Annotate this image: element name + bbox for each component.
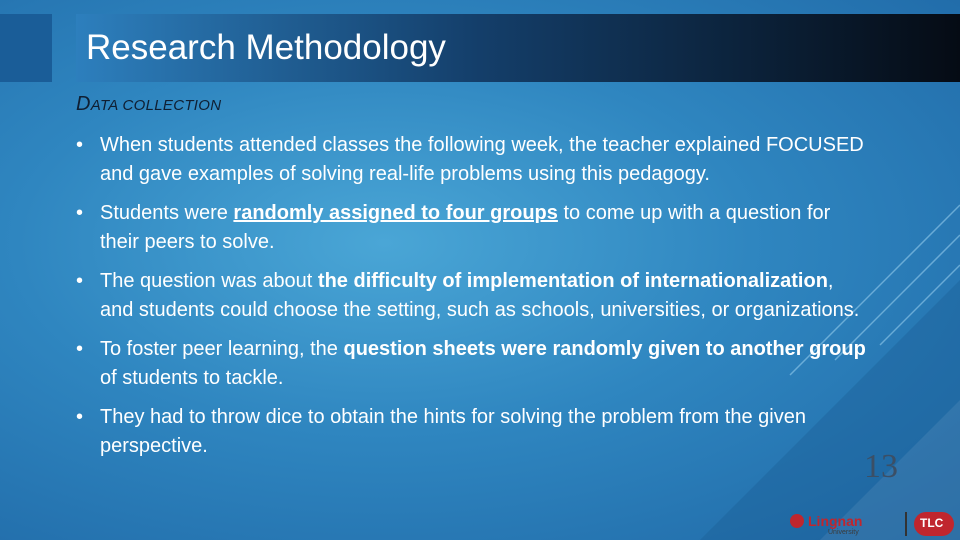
bullet-glyph: • [76,202,84,224]
subheading-initial: D [76,93,91,115]
bullet-glyph: • [76,338,84,360]
logo-divider [905,512,907,536]
lingnan-emblem-icon [790,514,804,528]
bullet-emphasis: randomly assigned to four groups [233,202,558,224]
slide-title: Research Methodology [86,28,446,67]
bullet-glyph: • [76,134,84,156]
title-accent-block [0,14,52,82]
bullet-text: When students attended classes the following week, the teacher explained FOCUSED and gave examples of solving real-life problems using this pedagogy. [100,134,864,185]
bullet-text: The question was about [100,270,318,292]
bullet-emphasis: the difficulty of implementation of internationalization [317,270,828,292]
lingnan-name: Lingnan [808,513,863,529]
bullet-text: , and students could choose the setting, such as schools, universities, or organizations. [100,270,860,321]
bullet-item [76,267,866,325]
bullet-text: To foster peer learning, the [100,338,344,360]
bullet-item [76,335,866,393]
bullet-item [76,199,866,257]
bullet-text: They had to throw dice to obtain the hints for solving the problem from the given perspective. [100,406,806,457]
bullet-item [76,403,866,461]
partner-logo [914,512,954,536]
bullet-list [76,131,866,471]
section-subheading [76,93,221,116]
partner-logo-text: TLC [920,516,944,530]
lingnan-subtitle: University [828,529,859,536]
lingnan-logo [790,510,900,538]
bullet-glyph: • [76,406,84,428]
bullet-text: Students were [100,202,234,224]
bullet-emphasis: question sheets were randomly given to another group [343,338,866,360]
page-number: 13 [864,448,898,485]
bullet-glyph: • [76,270,84,292]
bullet-text: to come up with a question for their peers to solve. [100,202,831,253]
bullet-text: of students to tackle. [100,367,284,389]
bullet-item [76,131,866,189]
subheading-rest: ATA COLLECTION [90,97,222,114]
